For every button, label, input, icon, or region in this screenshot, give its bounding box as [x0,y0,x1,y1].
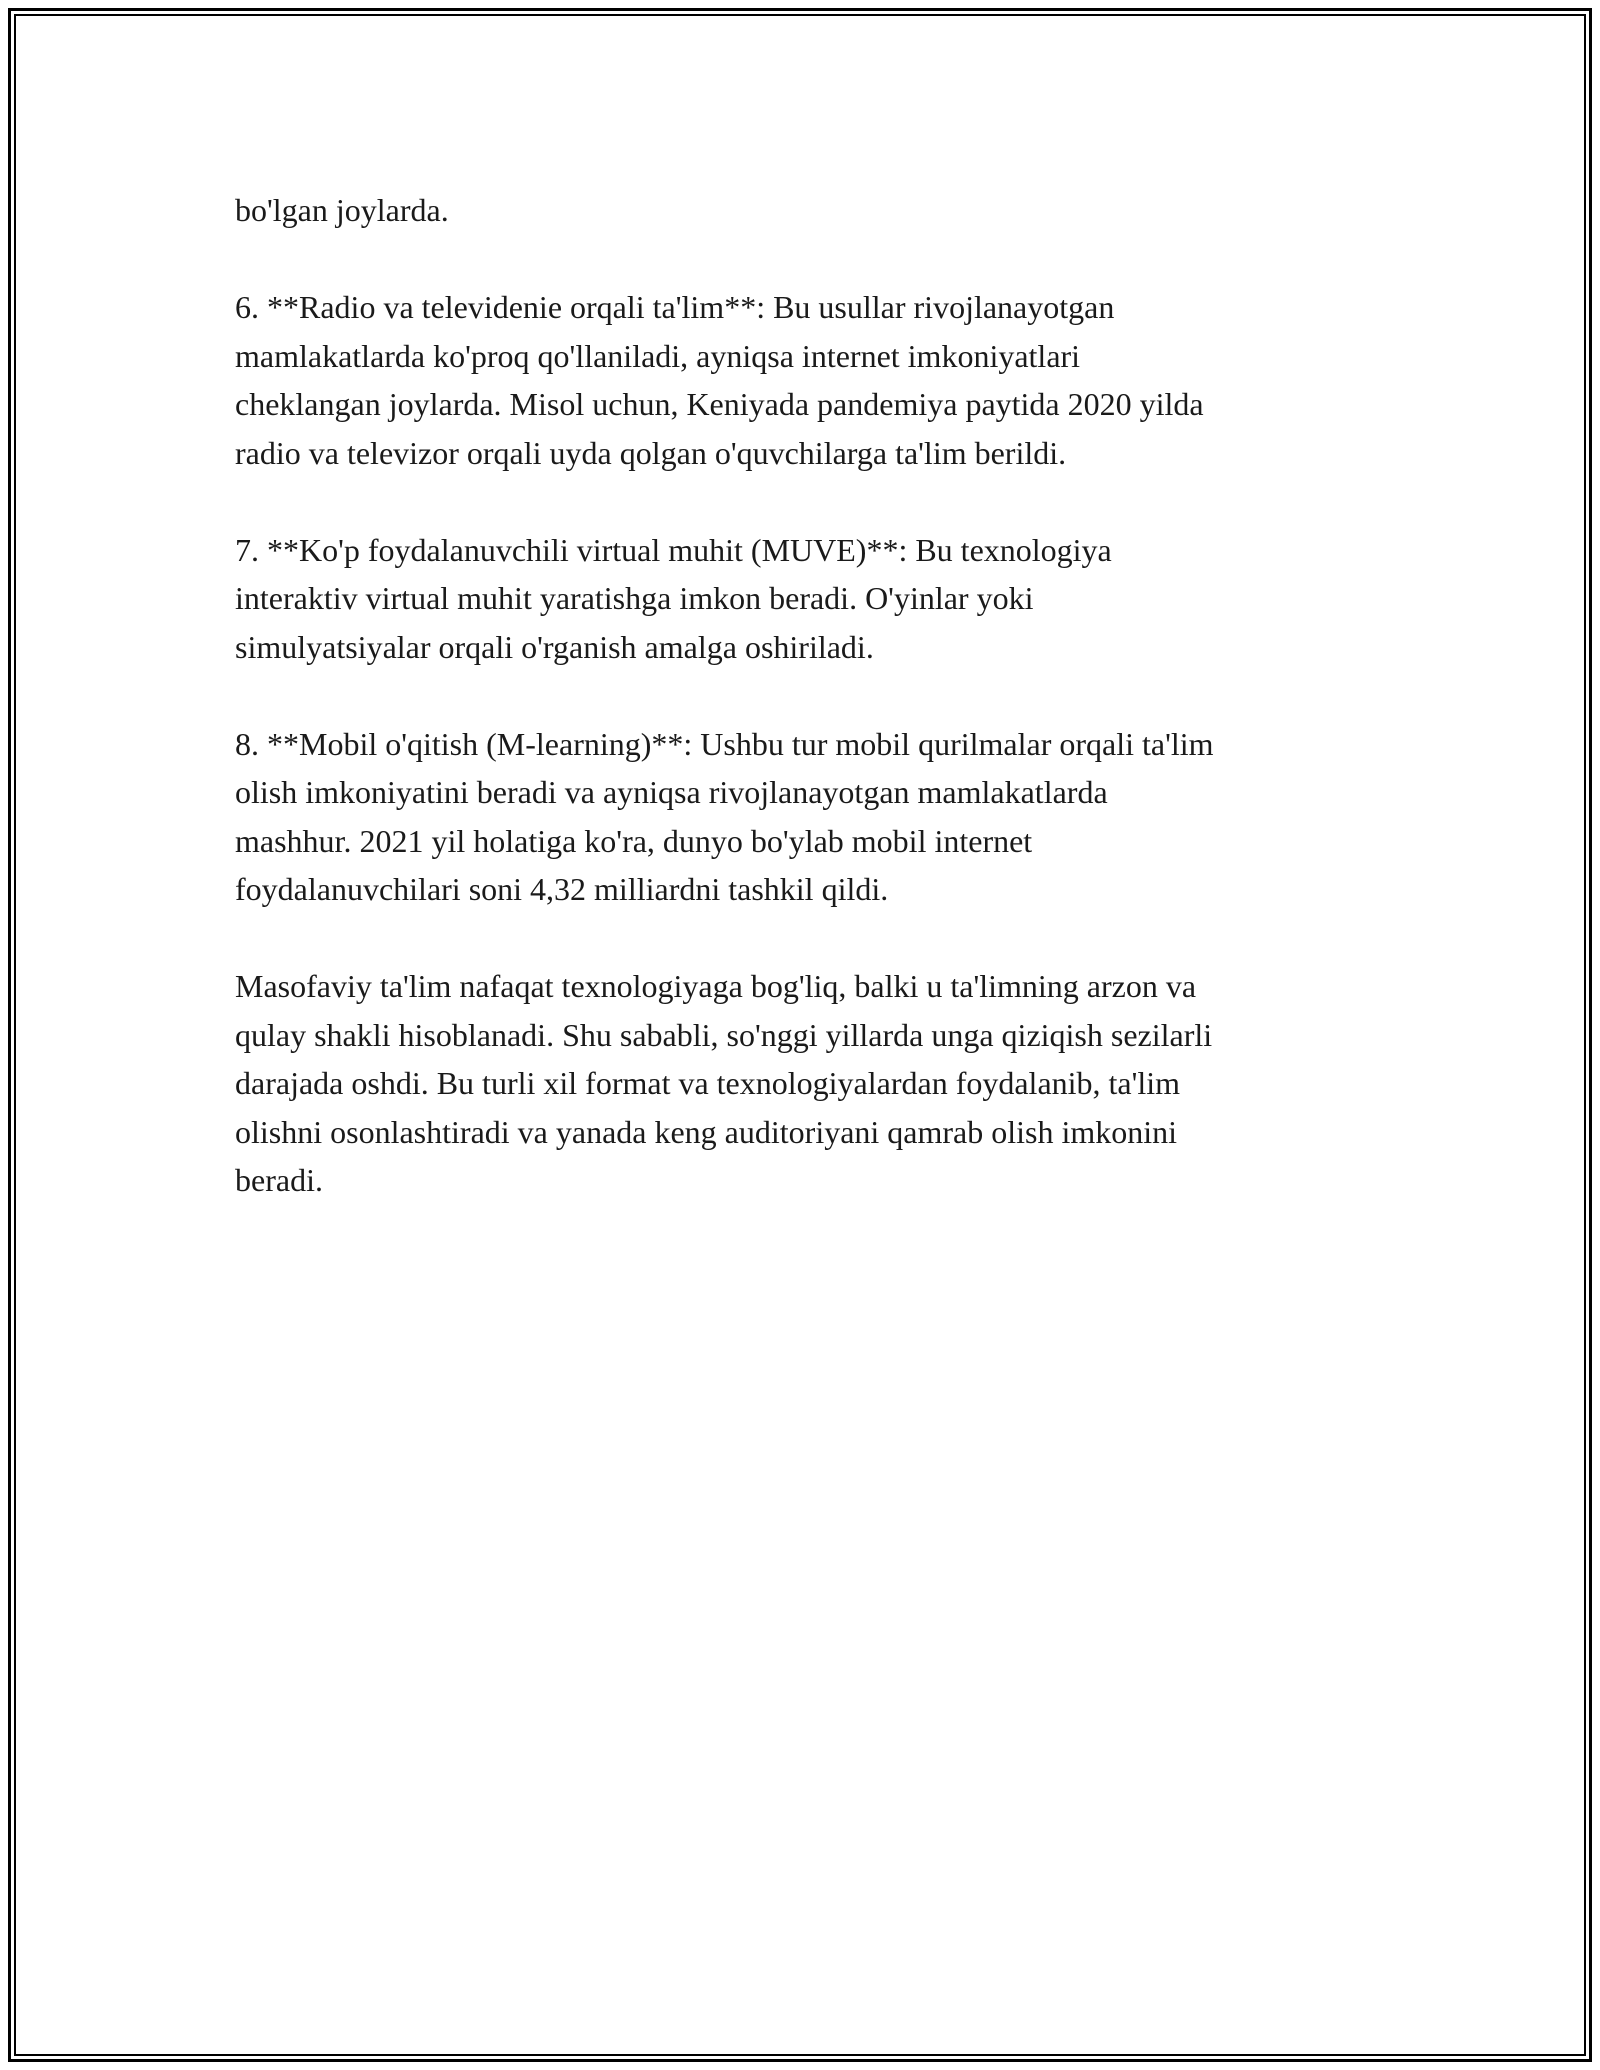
paragraph-continuation [235,186,1365,235]
text-line: foydalanuvchilari soni 4,32 milliardni tashkil qildi. [235,871,889,907]
text-line: darajada oshdi. Bu turli xil format va texnologiyalardan foydalanib, ta'lim [235,1065,1181,1101]
paragraph-item-7-muve [235,526,1365,672]
text-line: beradi. [235,1162,323,1198]
text-line: bo'lgan joylarda. [235,192,449,228]
text-line: 6. **Radio va televidenie orqali ta'lim**: Bu usullar rivojlanayotgan [235,289,1115,325]
paragraph-conclusion [235,962,1365,1205]
text-line: olish imkoniyatini beradi va ayniqsa rivojlanayotgan mamlakatlarda [235,774,1108,810]
paragraph-item-6-radio-tv [235,283,1365,477]
text-line: mashhur. 2021 yil holatiga ko'ra, dunyo bo'ylab mobil internet [235,822,1033,859]
text-line: mamlakatlarda ko'proq qo'llaniladi, ayniqsa internet imkoniyatlari [235,337,1081,374]
text-line: interaktiv virtual muhit yaratishga imkon beradi. O'yinlar yoki [235,580,1034,616]
text-line: radio va televizor orqali uyda qolgan o'quvchilarga ta'lim berildi. [235,434,1067,471]
text-line: 7. **Ko'p foydalanuvchili virtual muhit (MUVE)**: Bu texnologiya [235,531,1112,568]
text-line: 8. **Mobil o'qitish (M-learning)**: Ushbu tur mobil qurilmalar orqali ta'lim [235,725,1214,762]
text-line: cheklangan joylarda. Misol uchun, Keniyada pandemiya paytida 2020 yilda [235,386,1204,422]
text-line: Masofaviy ta'lim nafaqat texnologiyaga bog'liq, balki u ta'limning arzon va [235,968,1197,1004]
document-body [235,186,1365,1253]
text-line: qulay shakli hisoblanadi. Shu sababli, so'nggi yillarda unga qiziqish sezilarli [235,1016,1213,1053]
text-line: olishni osonlashtiradi va yanada keng auditoriyani qamrab olish imkonini [235,1113,1178,1150]
text-line: simulyatsiyalar orqali o'rganish amalga oshiriladi. [235,628,874,665]
paragraph-item-8-m-learning [235,720,1365,914]
